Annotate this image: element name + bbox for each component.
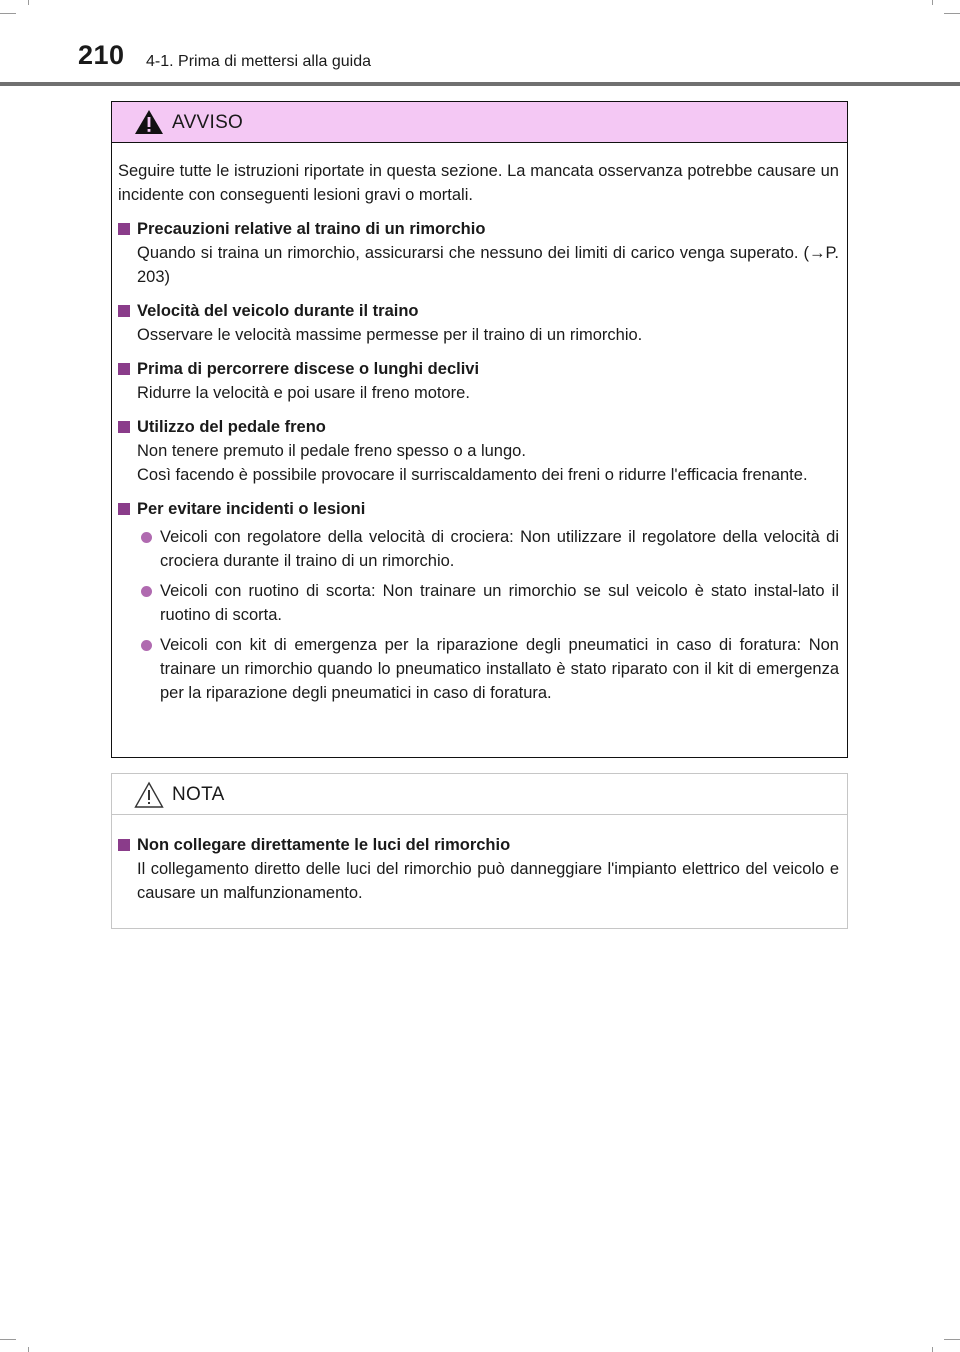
crop-mark bbox=[944, 13, 960, 14]
item-text: Non tenere premuto il pedale freno spesso o a lungo. bbox=[137, 442, 526, 460]
page-number: 210 bbox=[78, 40, 125, 70]
warning-header bbox=[112, 102, 847, 143]
square-bullet-icon bbox=[118, 839, 130, 851]
circle-bullet-icon bbox=[141, 532, 152, 543]
crop-mark bbox=[932, 0, 933, 5]
item-title: Utilizzo del pedale freno bbox=[137, 418, 326, 436]
header-rule bbox=[0, 82, 960, 86]
crop-mark bbox=[28, 0, 29, 5]
warning-triangle-icon bbox=[134, 109, 164, 135]
warning-box bbox=[111, 101, 848, 758]
notice-label: NOTA bbox=[172, 784, 225, 805]
item-text: Ridurre la velocità e poi usare il freno motore. bbox=[137, 384, 470, 402]
warning-item bbox=[118, 497, 839, 705]
crop-mark bbox=[28, 1347, 29, 1352]
warning-triangle-outline-icon bbox=[134, 781, 164, 809]
square-bullet-icon bbox=[118, 305, 130, 317]
notice-body bbox=[112, 815, 847, 905]
circle-bullet-icon bbox=[141, 586, 152, 597]
circle-bullet-icon bbox=[141, 640, 152, 651]
notice-box bbox=[111, 773, 848, 929]
list-item bbox=[118, 525, 839, 573]
bullet-text: Veicoli con ruotino di scorta: Non trainare un rimorchio se sul veicolo è stato instal-lato il ruotino di scorta. bbox=[160, 582, 839, 624]
crop-mark bbox=[932, 1347, 933, 1352]
warning-item bbox=[118, 357, 839, 405]
warning-intro: Seguire tutte le istruzioni riportate in questa sezione. La mancata osservanza potrebbe causare un incidente con conseguenti lesioni gravi o mortali. bbox=[118, 162, 839, 204]
list-item bbox=[118, 579, 839, 627]
item-title: Prima di percorrere discese o lunghi declivi bbox=[137, 360, 480, 378]
item-text: Osservare le velocità massime permesse per il traino di un rimorchio. bbox=[137, 326, 643, 344]
item-text: Quando si traina un rimorchio, assicurarsi che nessuno dei limiti di carico venga superato. (→P. 203) bbox=[137, 244, 839, 286]
warning-label: AVVISO bbox=[172, 112, 244, 133]
warning-item bbox=[118, 217, 839, 289]
square-bullet-icon bbox=[118, 421, 130, 433]
crop-mark bbox=[0, 13, 16, 14]
square-bullet-icon bbox=[118, 223, 130, 235]
bullet-text: Veicoli con kit di emergenza per la riparazione degli pneumatici in caso di foratura: Non trainare un rimorchio quando lo pneumatico installato è stato riparato con il kit di emergenza per la riparazione degli pneumatici in caso di foratura. bbox=[160, 636, 839, 702]
notice-item bbox=[118, 833, 839, 905]
section-title: 4-1. Prima di mettersi alla guida bbox=[146, 53, 371, 70]
notice-header bbox=[112, 774, 847, 815]
list-item bbox=[118, 633, 839, 705]
square-bullet-icon bbox=[118, 503, 130, 515]
warning-item bbox=[118, 299, 839, 347]
item-title: Precauzioni relative al traino di un rimorchio bbox=[137, 220, 486, 238]
bullet-text: Veicoli con regolatore della velocità di crociera: Non utilizzare il regolatore della velocità di crociera durante il traino di un rimorchio. bbox=[160, 528, 839, 570]
warning-item bbox=[118, 415, 839, 487]
item-text: Il collegamento diretto delle luci del rimorchio può danneggiare l'impianto elettrico del veicolo e causare un malfunzionamento. bbox=[137, 860, 839, 902]
item-title: Per evitare incidenti o lesioni bbox=[137, 500, 366, 518]
item-title: Velocità del veicolo durante il traino bbox=[137, 302, 419, 320]
item-text: Così facendo è possibile provocare il surriscaldamento dei freni o ridurre l'efficacia frenante. bbox=[137, 466, 808, 484]
warning-body bbox=[112, 143, 847, 705]
item-title: Non collegare direttamente le luci del rimorchio bbox=[137, 836, 511, 854]
crop-mark bbox=[944, 1339, 960, 1340]
crop-mark bbox=[0, 1339, 16, 1340]
square-bullet-icon bbox=[118, 363, 130, 375]
